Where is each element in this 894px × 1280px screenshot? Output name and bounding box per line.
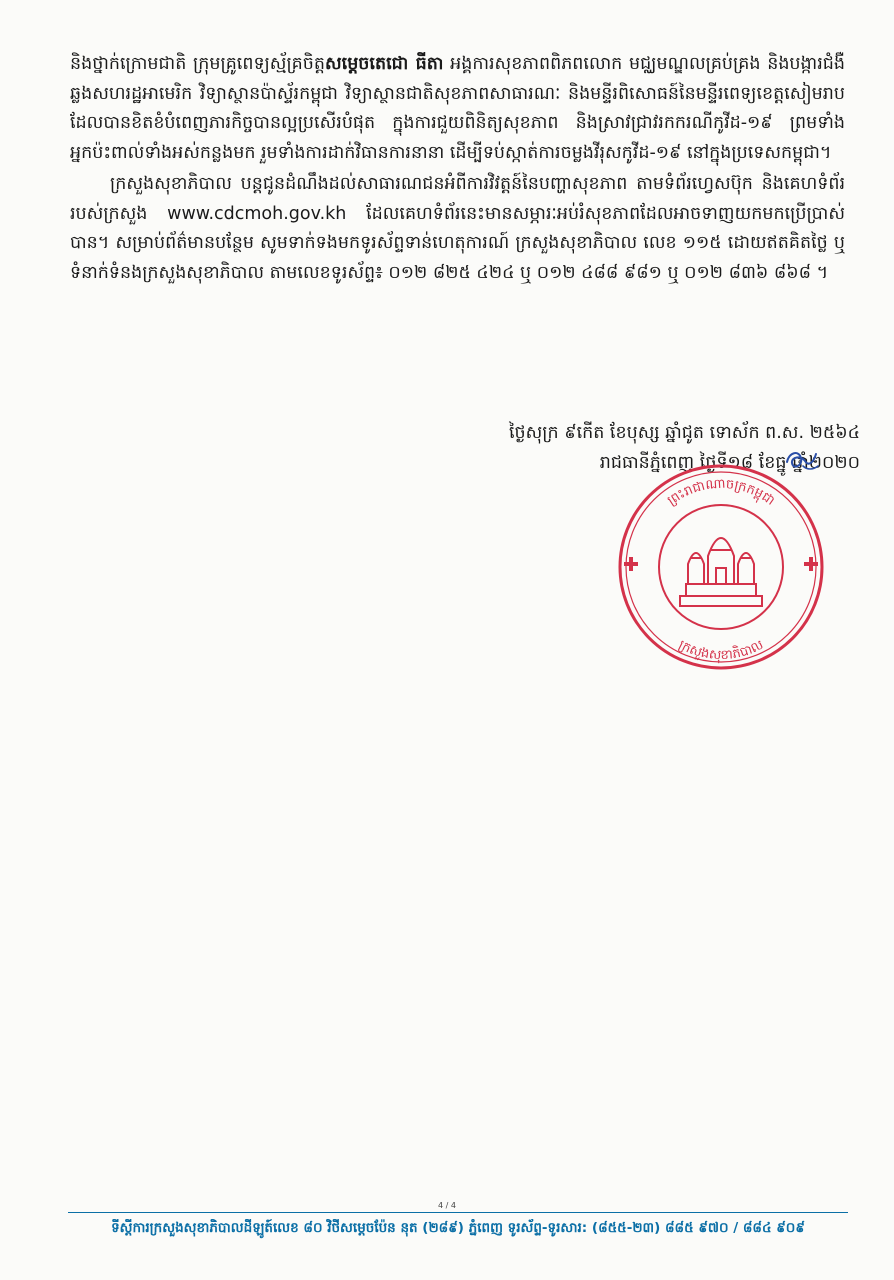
paragraph-1-start: និងថ្នាក់ក្រោមជាតិ ក្រុមគ្រូពេទ្យស្ម័គ្រចិត្ត [70, 54, 325, 74]
paragraph-public-information: ក្រសួងសុខាភិបាល បន្តជូនដំណឹងដល់សាធារណជនអំពីការវិវត្តន៍នៃបញ្ហាសុខភាព តាមទំព័រហ្វេសប៊ុក និងគេហទំព័ររបស់ក្រសួង www.cdcmoh.gov.kh ដែលគេហទំព័រនេះមានសម្ភារៈអប់រំសុខភាពដែលអាចទាញយកមកប្រើប្រាស់បាន។ សម្រាប់ព័ត៌មានបន្ថែម សូមទាក់ទងមកទូរស័ព្ទទាន់ហេតុការណ៍ ក្រសួងសុខាភិបាល លេខ ១១៥ ដោយឥតគិតថ្លៃ ឬទំនាក់ទំនងក្រសួងសុខាភិបាល តាមលេខទូរស័ព្ទ៖ ០១២ ៨២៥ ៤២៤ ឬ ០១២ ៤៨៨ ៩៨១ ឬ ០១២ ៨៣៦ ៨៦៨ ។ [70, 174, 845, 283]
paragraph-1-rest: អង្គការសុខភាពពិភពលោក មជ្ឈមណ្ឌលគ្រប់គ្រង និងបង្ការជំងឺឆ្លងសហរដ្ឋអាមេរិក វិទ្យាស្ថានប៉ាស្ទ័រកម្ពុជា វិទ្យាស្ថានជាតិសុខភាពសាធារណៈ និងមន្ទីរពិសោធន៍នៃមន្ទីរពេទ្យខេត្តសៀមរាប ដែលបានខិតខំបំពេញភារកិច្ចបានល្អប្រសើរបំផុត ក្នុងការជួយពិនិត្យសុខភាព និងស្រាវជ្រាវរកករណីកូវីដ-១៩ ព្រមទាំងអ្នកប៉ះពាល់ទាំងអស់កន្លងមក រួមទាំងការដាក់វិធានការនានា ដើម្បីទប់ស្កាត់ការចម្លងវីរុសកូវីដ-១៩ នៅក្នុងប្រទេសកម្ពុជា។ [70, 54, 845, 163]
lunar-date: ថ្ងៃសុក្រ ៩កើត ខែបុស្ស ឆ្នាំជូត ទោស័ក ព.ស. ២៥៦៤ [508, 423, 860, 443]
letter-body [70, 50, 845, 290]
footer-divider [68, 1212, 848, 1213]
paragraph-1-bold-name: សម្ដេចតេជោ ធីតា [324, 54, 444, 74]
ministry-seal-stamp [612, 458, 830, 676]
seal-ring-top-text: ព្រះរាជាណាចក្រកម្ពុជា [664, 476, 778, 509]
seal-ring-bottom-text: ក្រសួងសុខាភិបាល [675, 637, 767, 664]
angkor-temple-icon [680, 538, 762, 606]
solar-date: រាជធានីភ្នំពេញ ថ្ងៃទី១៨ ខែធ្នូ ឆ្នាំ២០២០ [599, 453, 860, 473]
page-number: 4 / 4 [438, 1201, 456, 1210]
footer-address: ទីស្ដីការក្រសួងសុខាភិបាលដីឡូត៍លេខ ៨០ វិថីសម្ដេចប៉ែន នុត (២៨៩) ភ្នំពេញ ទូរស័ព្ទ-ទូរសារ: (៨៥៥-២៣) ៨៨៥ ៩៧០ / ៨៨៤ ៩០៩ [111, 1220, 805, 1236]
paragraph-acknowledgement [70, 50, 845, 168]
